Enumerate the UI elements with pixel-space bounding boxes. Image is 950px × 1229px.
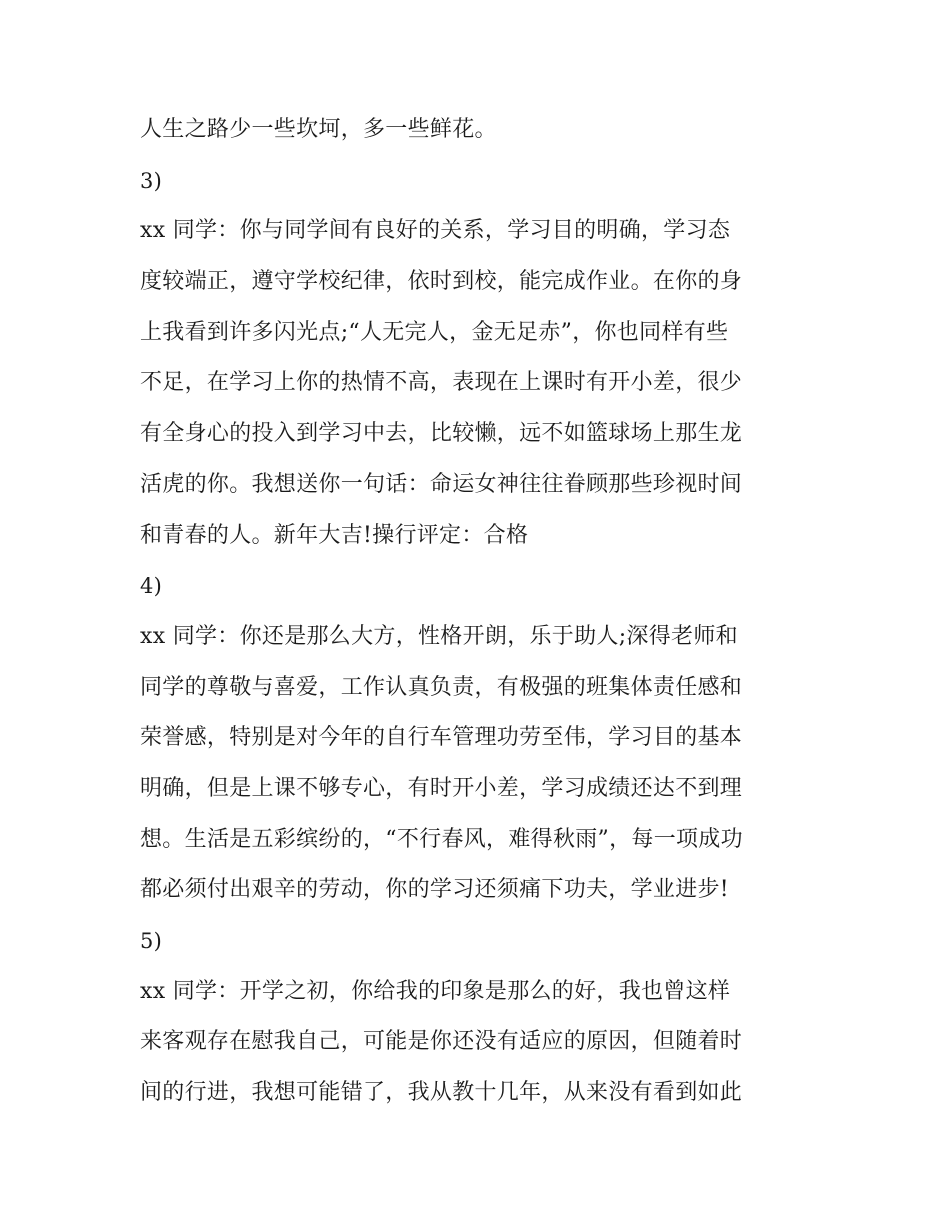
text-line: 想。生活是五彩缤纷的，“不行春风，难得秋雨”，每一项成功 (140, 826, 743, 852)
text-line: 间的行进，我想可能错了，我从教十几年，从来没有看到如此 (140, 1080, 743, 1106)
text-line: xx 同学：你还是那么大方，性格开朗，乐于助人;深得老师和 (140, 623, 738, 649)
text-line: 人生之路少一些坎坷，多一些鲜花。 (140, 117, 497, 142)
item-number: 4) (140, 574, 163, 599)
item-number: 5) (140, 929, 163, 953)
text-line: 明确，但是上课不够专心，有时开小差，学习成绩还达不到理 (140, 775, 743, 801)
text-line: 都必须付出艰辛的劳动，你的学习还须痛下功夫，学业进步! (140, 877, 729, 903)
text-line: 上我看到许多闪光点;“人无完人，金无足赤”，你也同样有些 (140, 319, 729, 345)
body-text (140, 105, 820, 1119)
text-line: 同学的尊敬与喜爱，工作认真负责，有极强的班集体责任感和 (140, 674, 743, 700)
text-line: xx 同学：开学之初，你给我的印象是那么的好，我也曾这样 (140, 978, 731, 1004)
text-line: 荣誉感，特别是对今年的自行车管理功劳至伟，学习目的基本 (140, 725, 743, 751)
text-line: 和青春的人。新年大吉!操行评定：合格 (140, 522, 529, 548)
item-number: 3) (140, 168, 163, 193)
text-line: 度较端正，遵守学校纪律，依时到校，能完成作业。在你的身 (140, 269, 743, 295)
text-line: 有全身心的投入到学习中去，比较懒，远不如篮球场上那生龙 (140, 421, 743, 447)
text-line: xx 同学：你与同学间有良好的关系，学习目的明确，学习态 (140, 218, 731, 244)
text-line: 来客观存在慰我自己，可能是你还没有适应的原因，但随着时 (140, 1029, 743, 1055)
text-line: 活虎的你。我想送你一句话：命运女神往往眷顾那些珍视时间 (140, 471, 743, 497)
text-line: 不足，在学习上你的热情不高，表现在上课时有开小差，很少 (140, 370, 743, 396)
